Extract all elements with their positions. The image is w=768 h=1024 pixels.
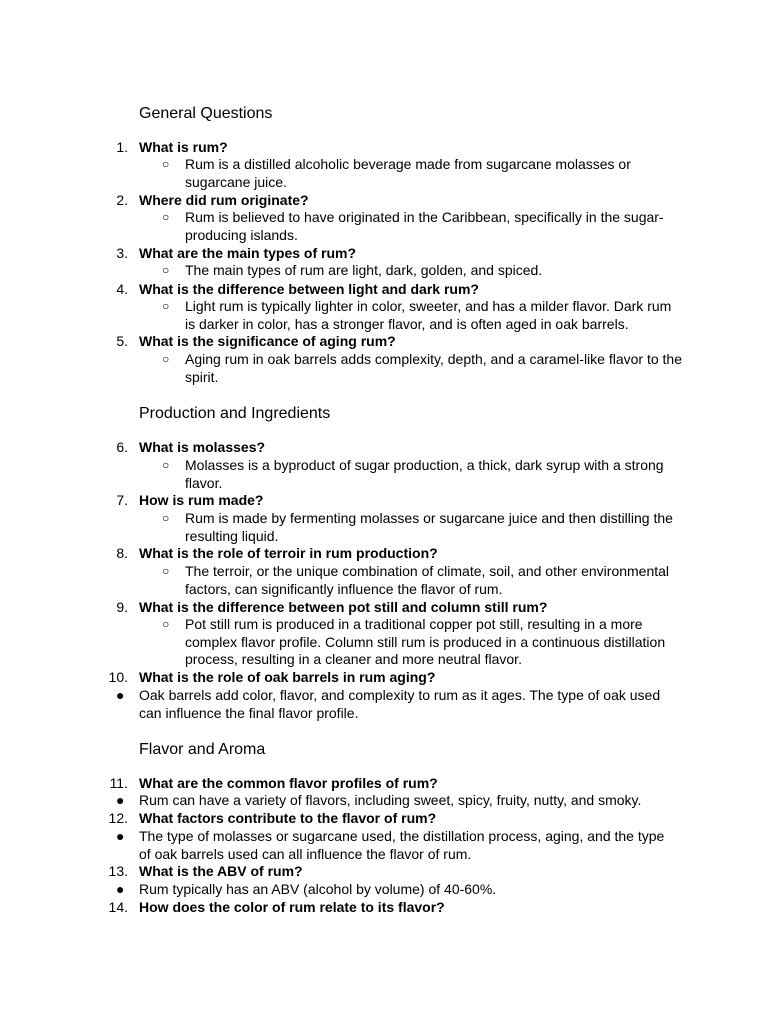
answer-text: Rum can have a variety of flavors, including sweet, spicy, fruity, nutty, and smoky.: [139, 792, 642, 808]
question-number: 5.: [116, 333, 128, 349]
circle-bullet: ○: [162, 511, 170, 525]
answer-text: The type of molasses or sugarcane used, the distillation process, aging, and the type of oak barrels used can all influence the flavor of rum.: [139, 828, 665, 862]
question-number: 11.: [109, 775, 128, 791]
dot-bullet: ●: [116, 881, 125, 897]
question-text: What is the ABV of rum?: [139, 863, 303, 879]
question-text: What are the main types of rum?: [139, 245, 357, 261]
circle-bullet: ○: [162, 564, 170, 578]
section-heading-general: General Questions: [139, 105, 273, 122]
dot-bullet: ●: [116, 687, 125, 703]
question-number: 9.: [116, 599, 128, 615]
answer-text: Rum is a distilled alcoholic beverage made from sugarcane molasses or sugarcane juice.: [185, 156, 631, 190]
answer-text: Rum is believed to have originated in the Caribbean, specifically in the sugar-producing islands.: [185, 209, 664, 243]
question-text: What factors contribute to the flavor of rum?: [139, 810, 437, 826]
question-number: 3.: [116, 245, 128, 261]
question-text: What is the difference between pot still and column still rum?: [139, 599, 548, 615]
answer-text: The main types of rum are light, dark, golden, and spiced.: [185, 262, 543, 278]
question-number: 8.: [116, 545, 128, 561]
question-text: What is molasses?: [139, 439, 266, 455]
circle-bullet: ○: [162, 210, 170, 224]
question-number: 2.: [116, 192, 128, 208]
answer-text: Light rum is typically lighter in color, sweeter, and has a milder flavor. Dark rum is darker in color, has a stronger flavor, and is often aged in oak barrels.: [185, 298, 672, 332]
question-number: 10.: [108, 669, 128, 685]
question-text: What is the role of oak barrels in rum aging?: [139, 669, 436, 685]
circle-bullet: ○: [162, 458, 170, 472]
question-number: 6.: [116, 439, 128, 455]
dot-bullet: ●: [116, 792, 125, 808]
question-text: How does the color of rum relate to its flavor?: [139, 899, 445, 915]
question-number: 4.: [116, 281, 128, 297]
answer-text: Pot still rum is produced in a traditional copper pot still, resulting in a more complex flavor profile. Column still rum is produced in a continuous distillation process, resulting in a cleaner and more neutral flavor.: [185, 616, 666, 668]
answer-text: Aging rum in oak barrels adds complexity, depth, and a caramel-like flavor to the spirit.: [185, 351, 682, 385]
question-text: What is rum?: [139, 139, 228, 155]
question-number: 12.: [108, 810, 128, 826]
question-number: 14.: [108, 899, 128, 915]
question-number: 7.: [116, 492, 128, 508]
dot-bullet: ●: [116, 828, 125, 844]
circle-bullet: ○: [162, 617, 170, 631]
question-text: How is rum made?: [139, 492, 264, 508]
question-number: 1.: [116, 139, 128, 155]
circle-bullet: ○: [162, 157, 170, 171]
question-number: 13.: [108, 863, 128, 879]
answer-text: Oak barrels add color, flavor, and complexity to rum as it ages. The type of oak used can influence the final flavor profile.: [139, 687, 661, 721]
question-text: What is the role of terroir in rum production?: [139, 545, 438, 561]
answer-text: Rum is made by fermenting molasses or sugarcane juice and then distilling the resulting liquid.: [185, 510, 673, 544]
question-text: What is the difference between light and dark rum?: [139, 281, 479, 297]
circle-bullet: ○: [162, 263, 170, 277]
section-heading-production: Production and Ingredients: [139, 405, 331, 422]
question-text: Where did rum originate?: [139, 192, 309, 208]
answer-text: The terroir, or the unique combination of climate, soil, and other environmental factors, can significantly influence the flavor of rum.: [185, 563, 670, 597]
circle-bullet: ○: [162, 352, 170, 366]
circle-bullet: ○: [162, 299, 170, 313]
question-text: What is the significance of aging rum?: [139, 333, 396, 349]
answer-text: Molasses is a byproduct of sugar production, a thick, dark syrup with a strong flavor.: [185, 457, 664, 491]
question-text: What are the common flavor profiles of rum?: [139, 775, 438, 791]
answer-text: Rum typically has an ABV (alcohol by volume) of 40-60%.: [139, 881, 497, 897]
section-heading-flavor: Flavor and Aroma: [139, 741, 266, 758]
